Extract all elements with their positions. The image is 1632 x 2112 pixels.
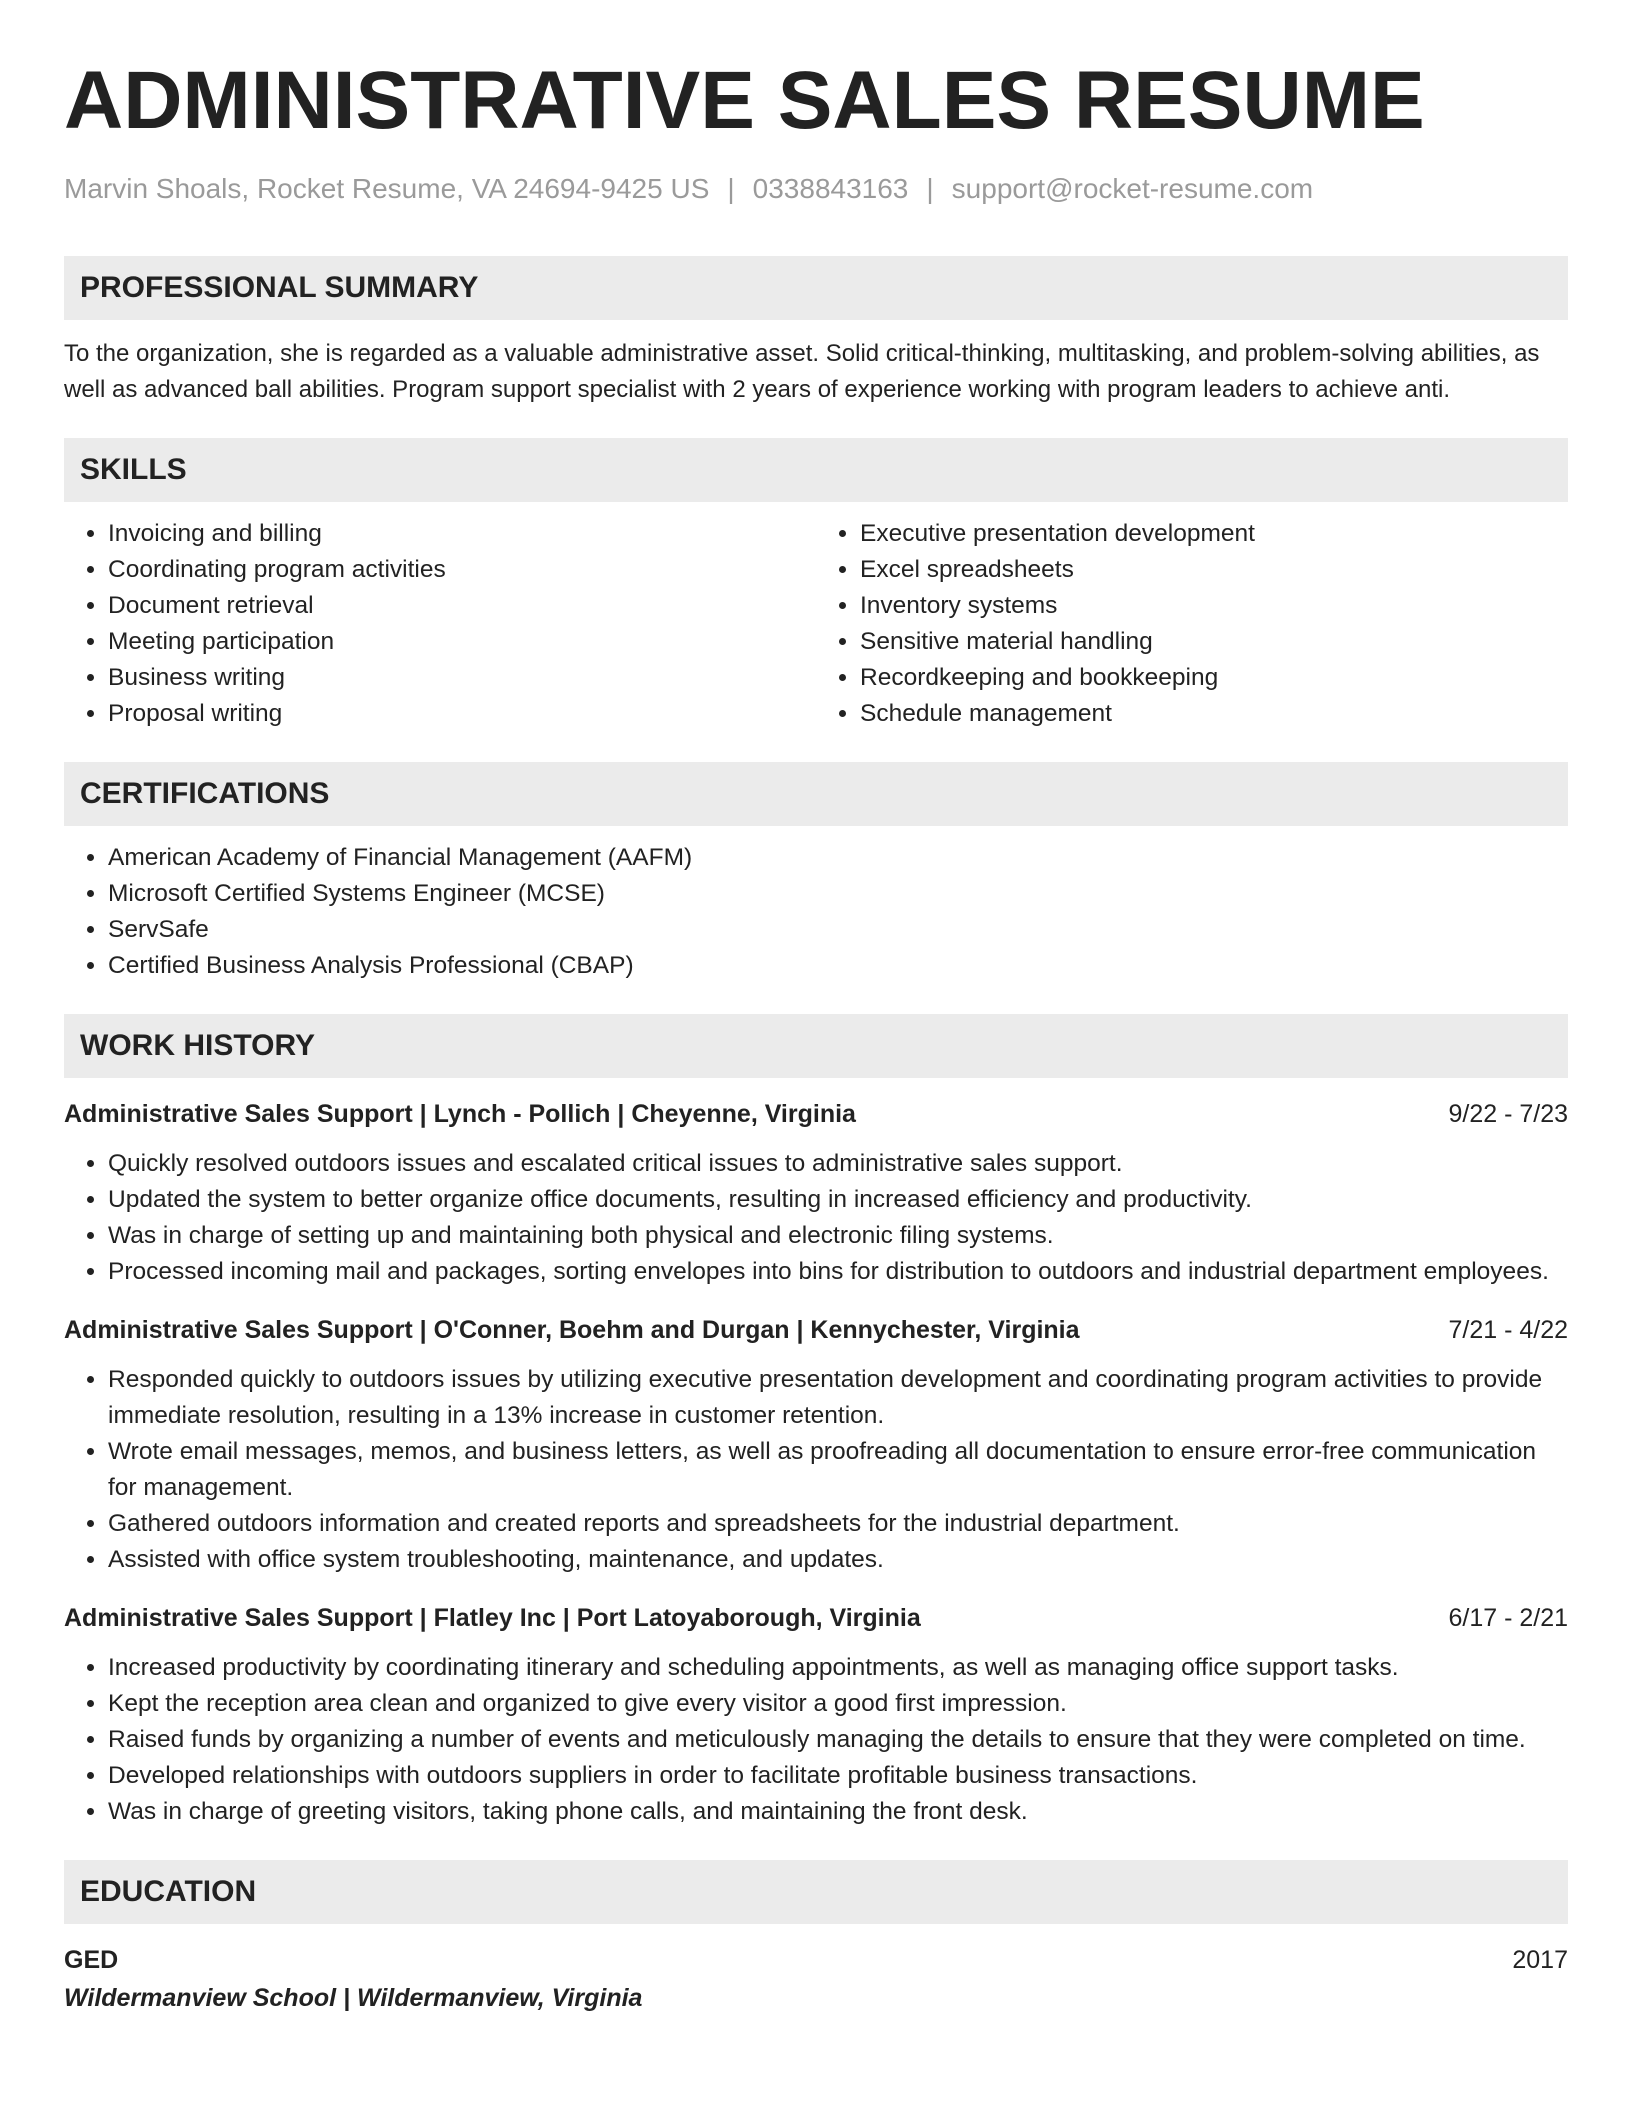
- job-bullet: • Quickly resolved outdoors issues and escalated critical issues to administrative sales support.: [108, 1146, 1568, 1182]
- job-bullet: • Was in charge of greeting visitors, taking phone calls, and maintaining the front desk.: [108, 1794, 1568, 1830]
- skill-item: • Recordkeeping and bookkeeping: [860, 660, 1568, 696]
- education-year: 2017: [1512, 1945, 1568, 1974]
- job-bullet: • Gathered outdoors information and created reports and spreadsheets for the industrial department.: [108, 1506, 1568, 1542]
- job-bullet: • Developed relationships with outdoors suppliers in order to facilitate profitable business transactions.: [108, 1758, 1568, 1794]
- job-header: [64, 1600, 1568, 1636]
- skill-item: • Business writing: [108, 660, 816, 696]
- skill-item: • Schedule management: [860, 696, 1568, 732]
- contact-address: Marvin Shoals, Rocket Resume, VA 24694-9425 US: [64, 173, 710, 204]
- section-header-summary: PROFESSIONAL SUMMARY: [64, 256, 1568, 320]
- job-title: Administrative Sales Support | O'Conner, Boehm and Durgan | Kennychester, Virginia: [64, 1315, 1080, 1344]
- job-title: Administrative Sales Support | Lynch - Pollich | Cheyenne, Virginia: [64, 1099, 856, 1128]
- summary-text: To the organization, she is regarded as a valuable administrative asset. Solid critical-thinking, multitasking, and problem-solving abilities, as well as advanced ball abilities. Program support specialist with 2 years of experience working with program leaders to achieve anti.: [64, 339, 1540, 403]
- job-bullet: • Raised funds by organizing a number of events and meticulously managing the details to ensure that they were completed on time.: [108, 1722, 1568, 1758]
- education-degree: GED: [64, 1945, 119, 1974]
- contact-separator: |: [727, 173, 735, 204]
- job-bullet: • Increased productivity by coordinating itinerary and scheduling appointments, as well as managing office support tasks.: [108, 1650, 1568, 1686]
- skill-item: • Document retrieval: [108, 588, 816, 624]
- skill-item: • Executive presentation development: [860, 516, 1568, 552]
- job-bullet: • Was in charge of setting up and maintaining both physical and electronic filing systems.: [108, 1218, 1568, 1254]
- skill-item: • Proposal writing: [108, 696, 816, 732]
- job-bullet: • Wrote email messages, memos, and business letters, as well as proofreading all documentation to ensure error-free communication for management.: [108, 1434, 1568, 1506]
- section-header-work-history: WORK HISTORY: [64, 1014, 1568, 1078]
- job-bullet: • Updated the system to better organize office documents, resulting in increased efficiency and productivity.: [108, 1182, 1568, 1218]
- job-title: Administrative Sales Support | Flatley Inc | Port Latoyaborough, Virginia: [64, 1603, 921, 1632]
- skills-grid: [64, 502, 1568, 732]
- job-bullets: [64, 1146, 1568, 1290]
- job-dates: 7/21 - 4/22: [1448, 1315, 1568, 1344]
- contact-phone: 0338843163: [752, 173, 909, 204]
- job-dates: 9/22 - 7/23: [1448, 1099, 1568, 1128]
- skill-item: • Inventory systems: [860, 588, 1568, 624]
- job-bullet: • Responded quickly to outdoors issues by utilizing executive presentation development and coordinating program activities to provide immediate resolution, resulting in a 13% increase in customer retention.: [108, 1362, 1568, 1434]
- skill-item: • Invoicing and billing: [108, 516, 816, 552]
- contact-email: support@rocket-resume.com: [951, 173, 1314, 204]
- job-bullet: • Kept the reception area clean and organized to give every visitor a good first impression.: [108, 1686, 1568, 1722]
- skill-item: • Sensitive material handling: [860, 624, 1568, 660]
- job-bullet: • Assisted with office system troubleshooting, maintenance, and updates.: [108, 1542, 1568, 1578]
- skills-list-right: [816, 516, 1568, 732]
- certification-item: • Microsoft Certified Systems Engineer (MCSE): [108, 876, 1568, 912]
- job-bullet: • Processed incoming mail and packages, sorting envelopes into bins for distribution to outdoors and industrial department employees.: [108, 1254, 1568, 1290]
- job-dates: 6/17 - 2/21: [1448, 1603, 1568, 1632]
- resume-title: ADMINISTRATIVE SALES RESUME: [64, 55, 1425, 146]
- skills-list-left: [64, 516, 816, 732]
- job-header: [64, 1312, 1568, 1348]
- section-header-skills: SKILLS: [64, 438, 1568, 502]
- certification-item: • ServSafe: [108, 912, 1568, 948]
- job-entry: [64, 1600, 1568, 1830]
- education-school: Wildermanview School | Wildermanview, Virginia: [64, 1983, 643, 2012]
- skill-item: • Meeting participation: [108, 624, 816, 660]
- certification-item: • Certified Business Analysis Professional (CBAP): [108, 948, 1568, 984]
- job-bullets: [64, 1362, 1568, 1578]
- education-header: [64, 1942, 1568, 1978]
- section-header-certifications: CERTIFICATIONS: [64, 762, 1568, 826]
- certifications-list: [64, 840, 1568, 984]
- contact-separator: |: [926, 173, 934, 204]
- job-entry: [64, 1312, 1568, 1578]
- certification-item: • American Academy of Financial Management (AAFM): [108, 840, 1568, 876]
- skill-item: • Excel spreadsheets: [860, 552, 1568, 588]
- job-bullets: [64, 1650, 1568, 1830]
- job-entry: [64, 1096, 1568, 1290]
- contact-line: [64, 172, 1568, 206]
- section-header-education: EDUCATION: [64, 1860, 1568, 1924]
- job-header: [64, 1096, 1568, 1132]
- skill-item: • Coordinating program activities: [108, 552, 816, 588]
